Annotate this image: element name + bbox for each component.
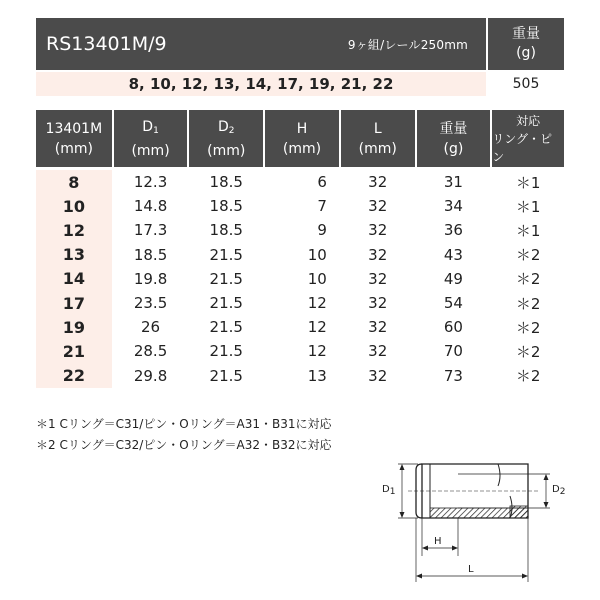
header-weight-unit: (g) [443,140,464,157]
footnote-2: ＊2 Cリング＝C32/ピン・Oリング＝A32・B32に対応 [36,438,332,452]
cell-weight: 49 [443,269,463,288]
cell-weight: 54 [443,294,463,313]
cell-d2: 21.5 [209,342,243,361]
cell-h: 12 [307,318,327,337]
cell-d1: 12.3 [133,173,168,192]
cell-d2: 21.5 [209,245,243,264]
cell-ring: ＊2 [515,294,541,313]
cell-ring: ＊1 [515,197,541,216]
cell-size: 21 [36,339,112,363]
table-row [36,291,564,315]
cell-ring: ＊2 [515,246,541,265]
header-h [265,110,339,167]
cell-d2: 21.5 [209,269,243,288]
set-table [36,18,564,96]
set-sizes: 8, 10, 12, 13, 14, 17, 19, 21, 22 [36,72,486,96]
cell-d1: 26 [141,318,161,337]
header-d1-label: $D_1$ [142,118,159,136]
cell-l: 32 [368,269,388,288]
label-l: L [468,564,474,575]
table-row [36,315,564,339]
cell-size: 13 [36,243,112,267]
set-description: 9ヶ組/レール250mm [347,37,468,52]
header-h-unit: (mm) [282,140,322,157]
spec-table [36,110,564,388]
cell-l: 32 [368,294,388,313]
header-weight-label: 重量 [439,120,468,137]
set-weight-header-label: 重量 [512,26,540,42]
cell-weight: 60 [443,318,463,337]
cell-size: 8 [36,170,112,194]
table-row [36,218,564,242]
label-h: H [434,536,442,547]
table-row [36,339,564,363]
set-code: RS13401M/9 [46,33,167,55]
header-l [341,110,415,167]
label-d1: $D_1$ [382,484,396,497]
cell-d1: 18.5 [133,245,168,264]
spec-header-row [36,110,564,167]
cell-d1: 17.3 [133,221,168,240]
cell-ring: ＊2 [515,270,541,289]
table-row [36,267,564,291]
header-l-unit: (mm) [358,140,397,157]
footnote-1: ＊1 Cリング＝C31/ピン・Oリング＝A31・B31に対応 [36,417,332,431]
cell-d2: 18.5 [209,173,243,192]
table-row [36,364,564,388]
cell-l: 32 [368,197,388,216]
header-l-label: L [373,120,382,137]
cell-d1: 23.5 [133,294,168,313]
set-weight-header-unit: (g) [516,45,536,61]
cell-l: 32 [368,342,388,361]
header-size-unit: (mm) [54,140,93,157]
cell-h: 13 [307,366,327,385]
cell-h: 12 [307,342,327,361]
cell-l: 32 [368,221,388,240]
cell-h: 7 [317,197,327,216]
cell-d1: 29.8 [133,366,168,385]
spec-body [36,170,564,388]
header-d2-unit: (mm) [207,142,246,159]
socket-dimension-diagram [378,456,578,590]
cell-h: 10 [307,269,327,288]
cell-d2: 21.5 [209,294,243,313]
table-row [36,243,564,267]
cell-size: 10 [36,194,112,218]
set-value-row [36,72,564,96]
cell-size: 19 [36,315,112,339]
cell-ring: ＊1 [515,173,541,192]
cell-d2: 18.5 [209,221,243,240]
cell-size: 14 [36,267,112,291]
cell-l: 32 [368,318,388,337]
cell-d2: 18.5 [209,197,243,216]
cell-l: 32 [368,173,388,192]
cell-ring: ＊1 [515,221,541,240]
cell-ring: ＊2 [515,318,541,337]
cell-h: 12 [307,294,327,313]
cell-l: 32 [368,366,388,385]
cell-weight: 73 [443,366,463,385]
header-d1 [114,110,188,167]
cell-size: 17 [36,291,112,315]
cell-weight: 70 [443,342,463,361]
cell-h: 9 [317,221,327,240]
cell-d2: 21.5 [209,318,243,337]
cell-ring: ＊2 [515,367,541,386]
socket-drawing [378,456,578,590]
label-d2: $D_2$ [552,484,566,497]
header-weight [417,110,491,167]
cell-d1: 28.5 [133,342,168,361]
header-d1-unit: (mm) [131,142,170,159]
cell-weight: 34 [443,197,463,216]
header-ring-pin-sub: リング・ピン [492,131,553,164]
cell-weight: 36 [443,221,463,240]
cell-d1: 14.8 [133,197,168,216]
cell-h: 10 [307,245,327,264]
table-row [36,194,564,218]
cell-ring: ＊2 [515,342,541,361]
set-title-cell [36,18,486,70]
header-size [36,110,112,167]
header-ring-pin [492,110,564,167]
cell-weight: 43 [443,245,463,264]
footnotes [36,414,331,456]
cell-size: 22 [36,364,112,388]
cell-h: 6 [317,173,327,192]
header-d2 [189,110,263,167]
cell-weight: 31 [443,173,463,192]
cell-d1: 19.8 [133,269,168,288]
cell-size: 12 [36,218,112,242]
cell-l: 32 [368,245,388,264]
cell-d2: 21.5 [209,366,243,385]
set-weight: 505 [512,76,540,92]
set-header-row [36,18,564,70]
set-weight-header [488,18,564,70]
header-d2-label: $D_2$ [218,118,235,136]
header-size-label: 13401M [45,120,103,137]
table-row [36,170,564,194]
header-ring-pin-label: 対応 [516,113,541,128]
header-h-label: H [296,120,308,137]
